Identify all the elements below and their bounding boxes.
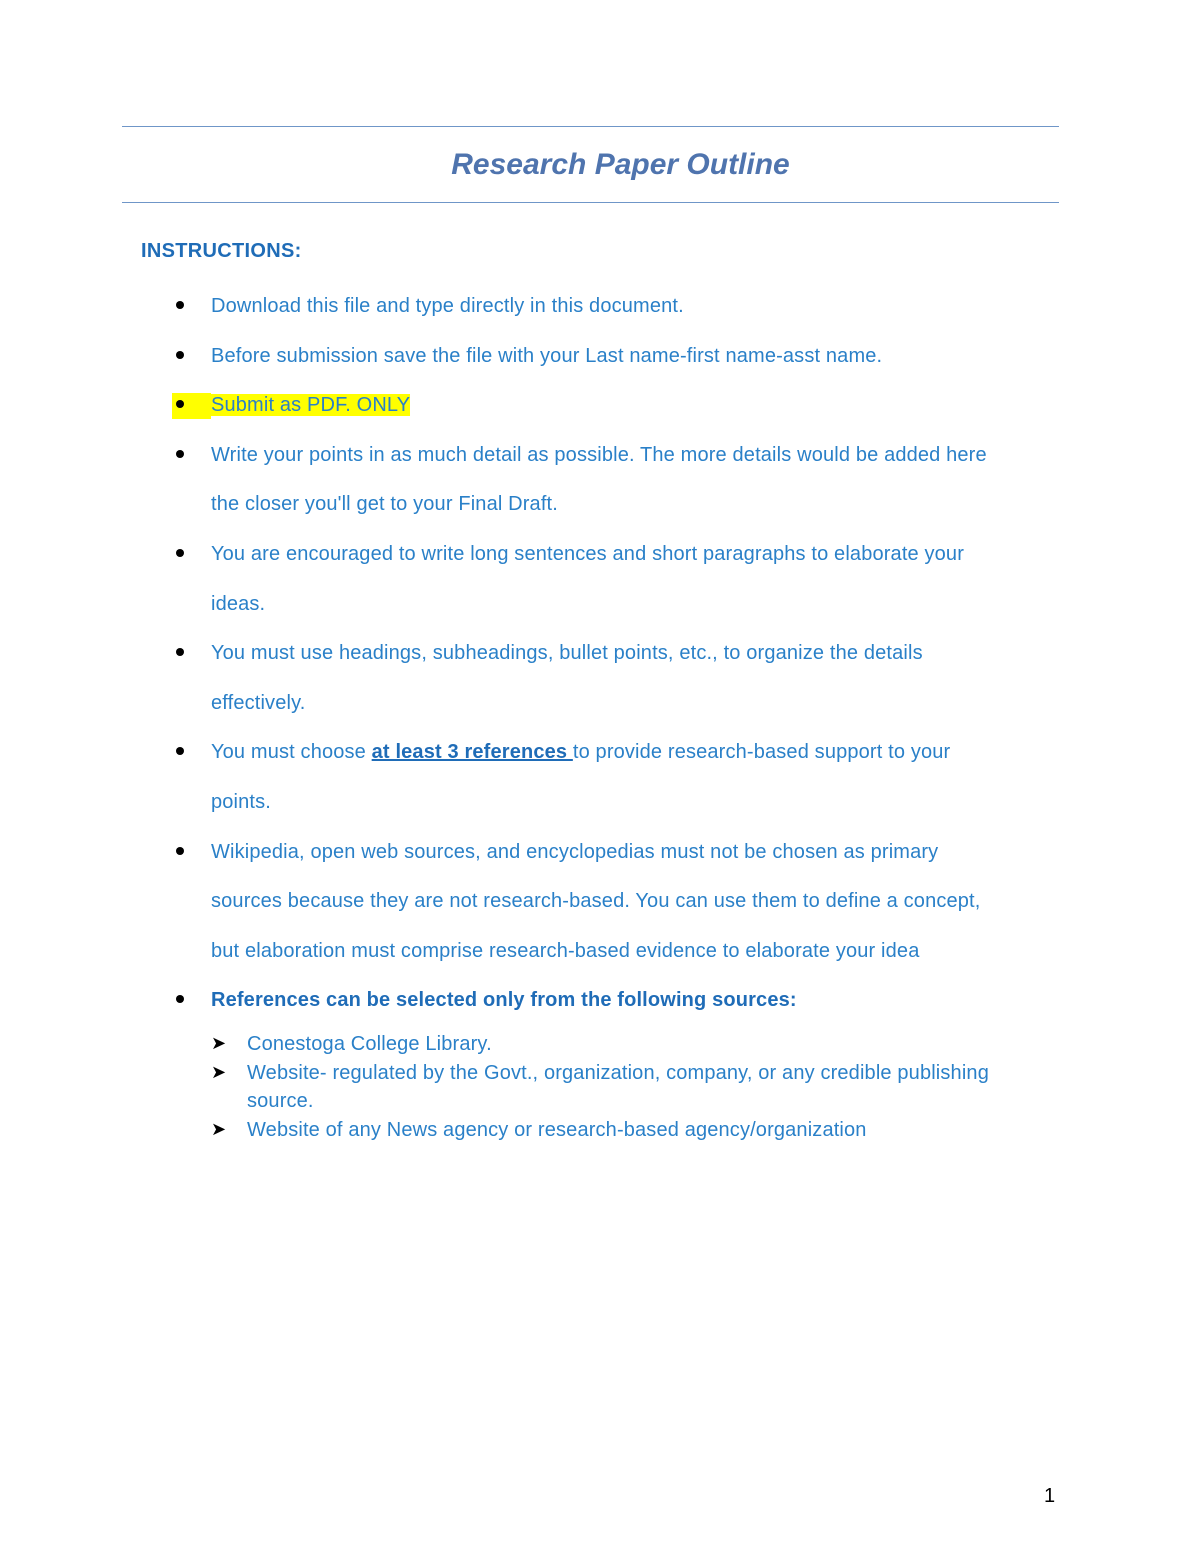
round-bullet-icon	[176, 747, 184, 755]
page-number: 1	[1044, 1485, 1056, 1507]
source-item-text: Website of any News agency or research-based agency/organization	[247, 1118, 867, 1141]
round-bullet-icon	[176, 301, 184, 309]
round-bullet-icon	[176, 351, 184, 359]
document-title: Research Paper Outline	[451, 148, 790, 181]
list-item-text: Download this file and type directly in this document.	[211, 295, 684, 317]
list-item	[0, 282, 1051, 332]
arrowhead-bullet-icon: ➤	[211, 1118, 227, 1140]
list-item-text-line: but elaboration must comprise research-based evidence to elaborate your idea	[211, 939, 920, 962]
round-bullet-icon	[176, 847, 184, 855]
title-bottom-rule	[122, 202, 1059, 203]
arrowhead-bullet-icon: ➤	[211, 1061, 227, 1083]
list-item-text-line: Write your points in as much detail as possible. The more details would be added here	[211, 443, 987, 466]
instructions-list	[0, 282, 1200, 1026]
round-bullet-icon	[176, 995, 184, 1003]
list-item-text-line: ideas.	[211, 592, 266, 615]
source-item	[0, 1059, 1047, 1116]
instructions-heading: INSTRUCTIONS:	[141, 240, 302, 262]
list-item	[0, 629, 1051, 728]
sources-heading: References can be selected only from the following sources:	[211, 989, 797, 1012]
list-item-text-line: the closer you'll get to your Final Draft.	[211, 493, 558, 516]
round-bullet-icon	[176, 549, 184, 557]
list-item	[0, 728, 1051, 827]
list-item-text: Before submission save the file with your Last name-first name-asst name.	[211, 344, 883, 367]
list-item	[0, 976, 1051, 1026]
round-bullet-icon	[176, 450, 184, 458]
list-item-text-line: points.	[211, 790, 271, 813]
title-top-rule	[122, 126, 1059, 127]
list-item-text-pre: You must choose	[211, 741, 372, 764]
round-bullet-icon	[176, 648, 184, 656]
list-item-text-post: to provide research-based support to your	[572, 741, 951, 764]
source-item-text-line: Website- regulated by the Govt., organization, company, or any credible publishing	[247, 1061, 989, 1084]
sources-list	[0, 1030, 1200, 1144]
list-item	[0, 431, 1051, 530]
source-item	[0, 1116, 1047, 1145]
source-item-text-line: source.	[247, 1090, 314, 1112]
list-item-text: Submit as PDF. ONLY	[211, 394, 411, 417]
list-item-highlighted	[0, 381, 1051, 431]
list-item	[0, 332, 1051, 382]
list-item	[0, 530, 1051, 629]
source-item-text: Conestoga College Library.	[247, 1033, 492, 1055]
list-item-text-line: effectively.	[211, 691, 306, 714]
list-item-text-line: You must use headings, subheadings, bullet points, etc., to organize the details	[211, 642, 923, 665]
list-item	[0, 828, 1051, 977]
arrowhead-bullet-icon: ➤	[211, 1033, 227, 1054]
list-item-text-line: Wikipedia, open web sources, and encyclopedias must not be chosen as primary	[211, 840, 939, 863]
list-item-text-line: You are encouraged to write long sentences and short paragraphs to elaborate your	[211, 542, 965, 565]
list-item-text-line: sources because they are not research-based. You can use them to define a concept,	[211, 890, 981, 913]
references-emphasis: at least 3 references	[371, 741, 573, 764]
source-item	[0, 1030, 1047, 1059]
